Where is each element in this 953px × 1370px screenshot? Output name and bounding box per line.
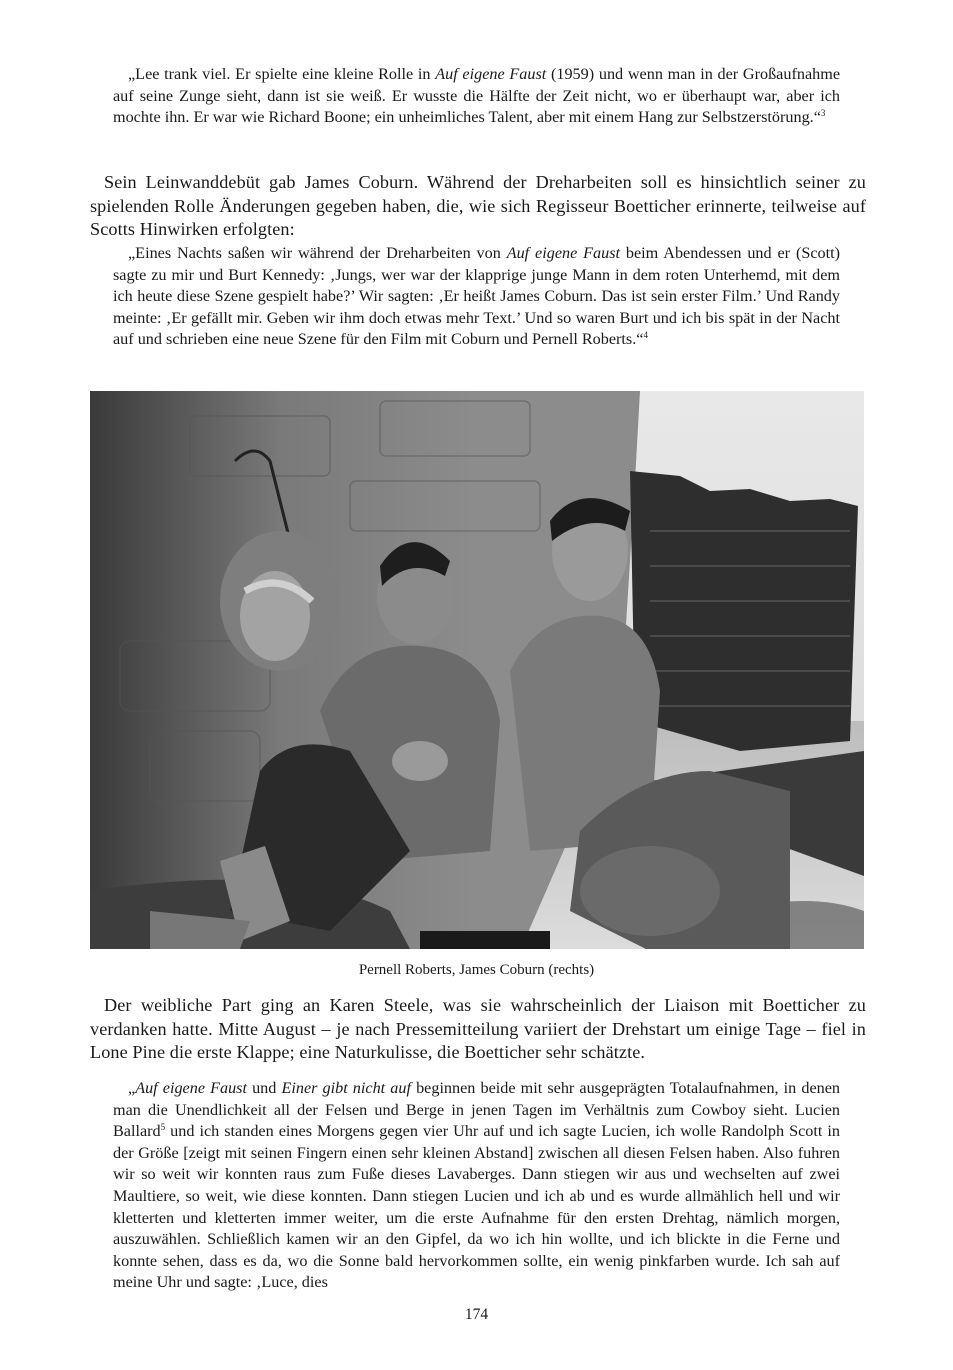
footnote-marker[interactable]: 4 — [643, 330, 648, 341]
body-paragraph: Sein Leinwanddebüt gab James Coburn. Während der Dreharbeiten soll es hinsichtlich seiner zu spielenden Rolle Änderungen gegeben haben, die, wie sich Regisseur Boetticher erinnerte, teilweise auf Scotts Hinwirken erfolgten: — [90, 172, 866, 240]
quote-text: „ — [128, 1079, 136, 1097]
block-quote-boetticher — [113, 243, 840, 351]
quote-text: beginnen beide mit sehr ausgeprägten Totalaufnahmen, in denen man die Unendlichkeit all der Felsen und Berge in jenen Tagen im Verhältnis zum Cowboy sieht. Lucien Ballard — [113, 1079, 841, 1141]
block-quote-lee — [113, 64, 840, 129]
film-title: Einer gibt nicht auf — [281, 1079, 411, 1097]
film-still-photo — [90, 391, 864, 949]
film-title: Auf eigene Faust — [435, 65, 547, 83]
film-title: Auf eigene Faust — [506, 244, 621, 262]
quote-text: (1959) und wenn man in der Großaufnahme auf seine Zunge sieht, dann ist sie weiß. Er wusste die Hälfte der Zeit nicht, wo er überhaupt war, aber ich mochte ihn. Er war wie Richard Boone; ein unheimliches Talent, aber mit einem Hang zur Selbstzerstörung.“ — [113, 65, 841, 127]
quote-text: und — [246, 1079, 282, 1097]
footnote-marker[interactable]: 5 — [160, 1122, 166, 1133]
block-quote-boetticher-lone-pine — [113, 1078, 840, 1294]
quote-text: beim Abendessen und er (Scott) sagte zu mir und Burt Kennedy: ‚Jungs, wer war der klapprige junge Mann in dem roten Unterhemd, mit dem ich heute diese Szene gespielt habe?’ Wir sagten: ‚Er heißt James Coburn. Das ist sein erster Film.’ Und Randy meinte: ‚Er gefällt mir. Geben wir ihm doch etwas mehr Text.’ Und so waren Burt und ich bis spät in der Nacht auf und schrieben eine neue Szene für den Film mit Coburn und Pernell Roberts.“ — [113, 244, 841, 349]
page-number: 174 — [464, 1306, 489, 1323]
quote-text: „Eines Nachts saßen wir während der Dreharbeiten von — [128, 244, 507, 262]
photo-image — [90, 391, 864, 949]
quote-text: „Lee trank viel. Er spielte eine kleine Rolle in — [128, 65, 436, 83]
footnote-marker[interactable]: 3 — [820, 108, 826, 119]
body-paragraph: Der weibliche Part ging an Karen Steele, was sie wahrscheinlich der Liaison mit Boetticher zu verdanken hatte. Mitte August – je nach Pressemitteilung variiert der Drehstart um einige Tage – fiel in Lone Pine die erste Klappe; eine Naturkulisse, die Boetticher sehr schätzte. — [90, 995, 866, 1063]
film-title: Auf eigene Faust — [135, 1079, 247, 1097]
figure-caption: Pernell Roberts, James Coburn (rechts) — [358, 962, 595, 978]
quote-text: und ich standen eines Morgens gegen vier Uhr auf und ich sagte Lucien, ich wolle Randolph Scott in der Größe [zeigt mit seinen Fingern einen sehr kleinen Abstand] zwischen all diesen Felsen haben. Also fuhren wir so weit wir konnten raus zum Fuße dieses Lavaberges. Dann stiegen wir aus und wechselten auf zwei Maultiere, so weit, wie diese konnten. Dann stiegen Lucien und ich ab und es wurde allmählich hell und wir kletterten und kletterten immer weiter, um die erste Aufnahme für den ersten Drehtag, nämlich morgen, auszuwählen. Schließlich kamen wir an den Gipfel, da wo ich hin wollte, und ich blickte in die Ferne und konnte sehen, dass es da, wo die Sonne bald hervorkommen sollte, ein wenig pinkfarben wurde. Ich sah auf meine Uhr und sagte: ‚Luce, dies — [113, 1122, 840, 1292]
